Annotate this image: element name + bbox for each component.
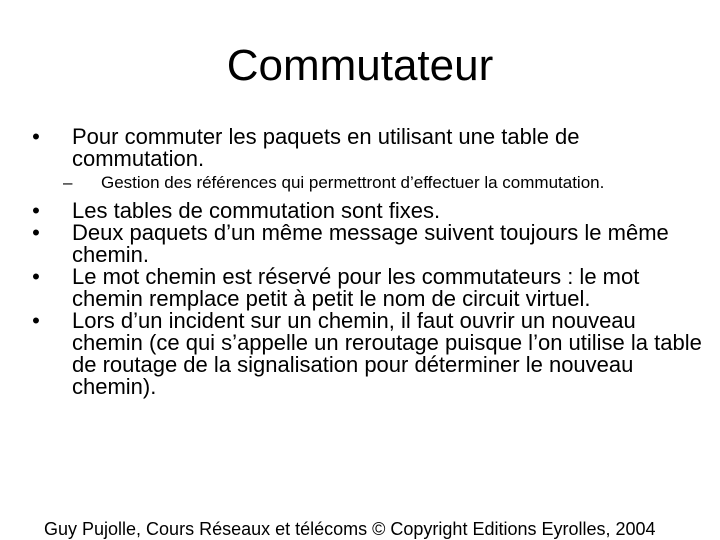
footer-copyright: Guy Pujolle, Cours Réseaux et télécoms © Copyright Editions Eyrolles, 2004 — [44, 519, 656, 539]
bullet-text: Le mot chemin est réservé pour les commutateurs : le mot chemin remplace petit à petit le nom de circuit virtuel. — [72, 264, 640, 311]
bullet-marker: • — [32, 264, 40, 289]
bullet-item — [26, 222, 706, 266]
bullet-text: Les tables de commutation sont fixes. — [72, 198, 441, 223]
bullet-marker: • — [32, 220, 40, 245]
bullet-marker: • — [32, 308, 40, 333]
bullet-text: Pour commuter les paquets en utilisant une table de commutation. — [72, 124, 580, 171]
sub-bullet-item — [26, 174, 706, 192]
bullet-item — [26, 126, 706, 170]
bullet-marker: • — [32, 198, 40, 223]
bullet-item — [26, 266, 706, 310]
sub-bullet-marker: – — [63, 173, 73, 192]
bullet-text: Deux paquets d’un même message suivent toujours le même chemin. — [72, 220, 669, 267]
bullet-item — [26, 310, 706, 398]
bullet-text: Lors d’un incident sur un chemin, il faut ouvrir un nouveau chemin (ce qui s’appelle un reroutage puisque l’on utilise la table de routage de la signalisation pour déterminer le nouveau chemin). — [72, 308, 702, 399]
bullet-list — [26, 126, 706, 398]
slide-title: Commutateur — [226, 41, 494, 90]
sub-bullet-text: Gestion des références qui permettront d’effectuer la commutation. — [101, 173, 605, 192]
bullet-marker: • — [32, 124, 40, 149]
bullet-item — [26, 200, 706, 222]
